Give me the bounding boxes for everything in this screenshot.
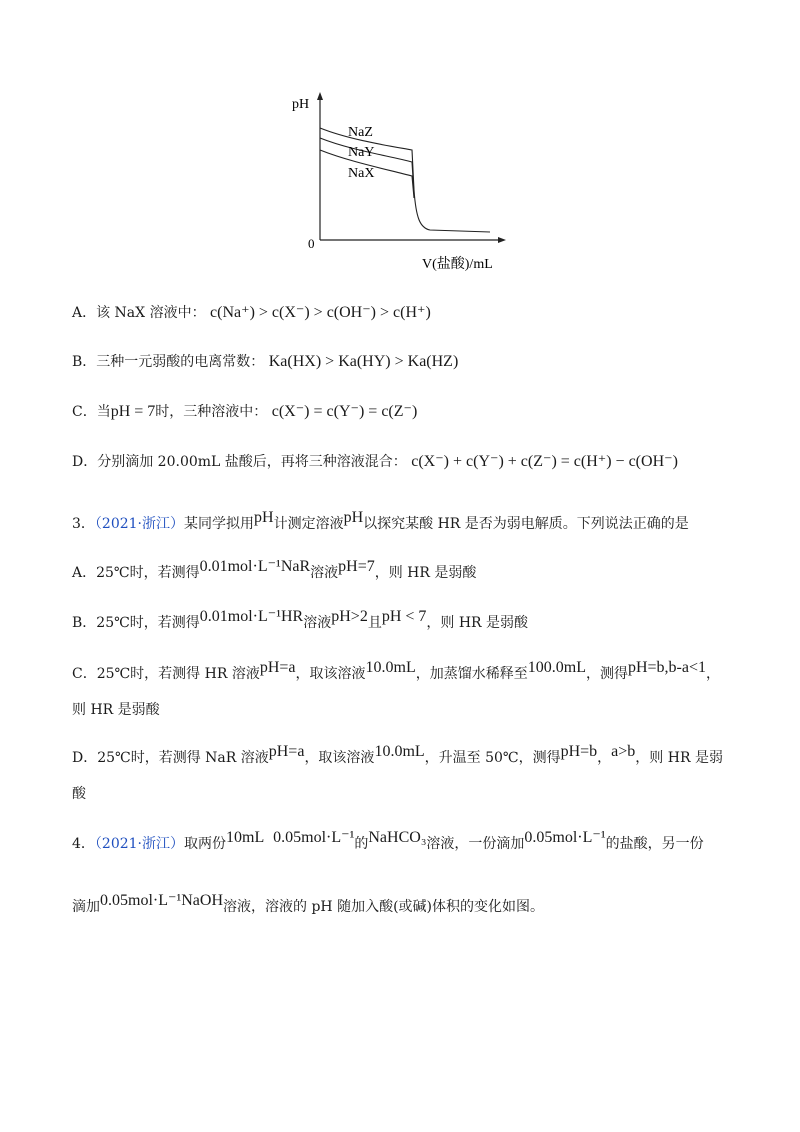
q3-source: （2021·浙江） (94, 516, 185, 532)
q3-option-b: B．25℃时，若测得0.01mol·L⁻¹HR溶液pH>2且pH < 7，则 HR 是弱酸 (72, 608, 529, 631)
q3-option-a: A．25℃时，若测得0.01mol·L⁻¹NaR溶液pH=7，则 HR 是弱酸 (72, 558, 477, 581)
q4-source: （2021·浙江） (94, 836, 185, 852)
titration-curve-figure (290, 90, 520, 275)
q2-a-expression: c(Na⁺) > c(X⁻) > c(OH⁻) > c(H⁺) (210, 304, 431, 321)
q3-option-d-continued: 酸 (72, 786, 86, 802)
x-axis-arrow (498, 237, 506, 243)
origin-label: 0 (308, 236, 315, 251)
q2-c-condition: pH = 7 (110, 403, 156, 420)
q3-option-c: C．25℃时，若测得 HR 溶液pH=a，取该溶液10.0mL，加蒸馏水稀释至100.0mL，测得pH=b,b-a<1， (72, 659, 720, 682)
q4-stem: 4．（2021·浙江）取两份10mL 0.05mol·L⁻¹的NaHCO₃溶液，一份滴加0.05mol·L⁻¹的盐酸，另一份 (72, 829, 704, 852)
q2-option-b: B．三种一元弱酸的电离常数： Ka(HX) > Ka(HY) > Ka(HZ) (72, 353, 459, 370)
q2-d-expression: c(X⁻) + c(Y⁻) + c(Z⁻) = c(H⁺) − c(OH⁻) (411, 453, 678, 470)
curve-label-nay: NaY (348, 145, 375, 160)
curve-label-naz: NaZ (348, 125, 373, 140)
q3-option-d: D．25℃时，若测得 NaR 溶液pH=a，取该溶液10.0mL，升温至 50℃，测得pH=b，a>b，则 HR 是弱 (72, 743, 723, 766)
q4-stem-continued: 滴加0.05mol·L⁻¹NaOH溶液，溶液的 pH 随加入酸(或碱)体积的变化如图。 (72, 892, 544, 915)
q2-c-expression: c(X⁻) = c(Y⁻) = c(Z⁻) (271, 403, 418, 420)
q2-option-c: C．当pH = 7时，三种溶液中： c(X⁻) = c(Y⁻) = c(Z⁻) (72, 403, 418, 420)
curve-naz (320, 128, 490, 232)
curve-label-nax: NaX (348, 166, 375, 181)
q2-option-d: D．分别滴加 20.00mL 盐酸后，再将三种溶液混合： c(X⁻) + c(Y⁻) + c(Z⁻) = c(H⁺) − c(OH⁻) (72, 453, 678, 470)
q2-b-expression: Ka(HX) > Ka(HY) > Ka(HZ) (268, 353, 459, 370)
y-axis-arrow (317, 92, 323, 100)
q3-option-c-continued: 则 HR 是弱酸 (72, 702, 160, 718)
q2-option-a: A．该 NaX 溶液中： c(Na⁺) > c(X⁻) > c(OH⁻) > c(H⁺) (72, 304, 431, 321)
y-axis-label: pH (292, 97, 310, 112)
q3-stem: 3．（2021·浙江）某同学拟用pH计测定溶液pH以探究某酸 HR 是否为弱电解质。下列说法正确的是 (72, 509, 689, 532)
x-axis-label: V(盐酸)/mL (422, 257, 493, 272)
